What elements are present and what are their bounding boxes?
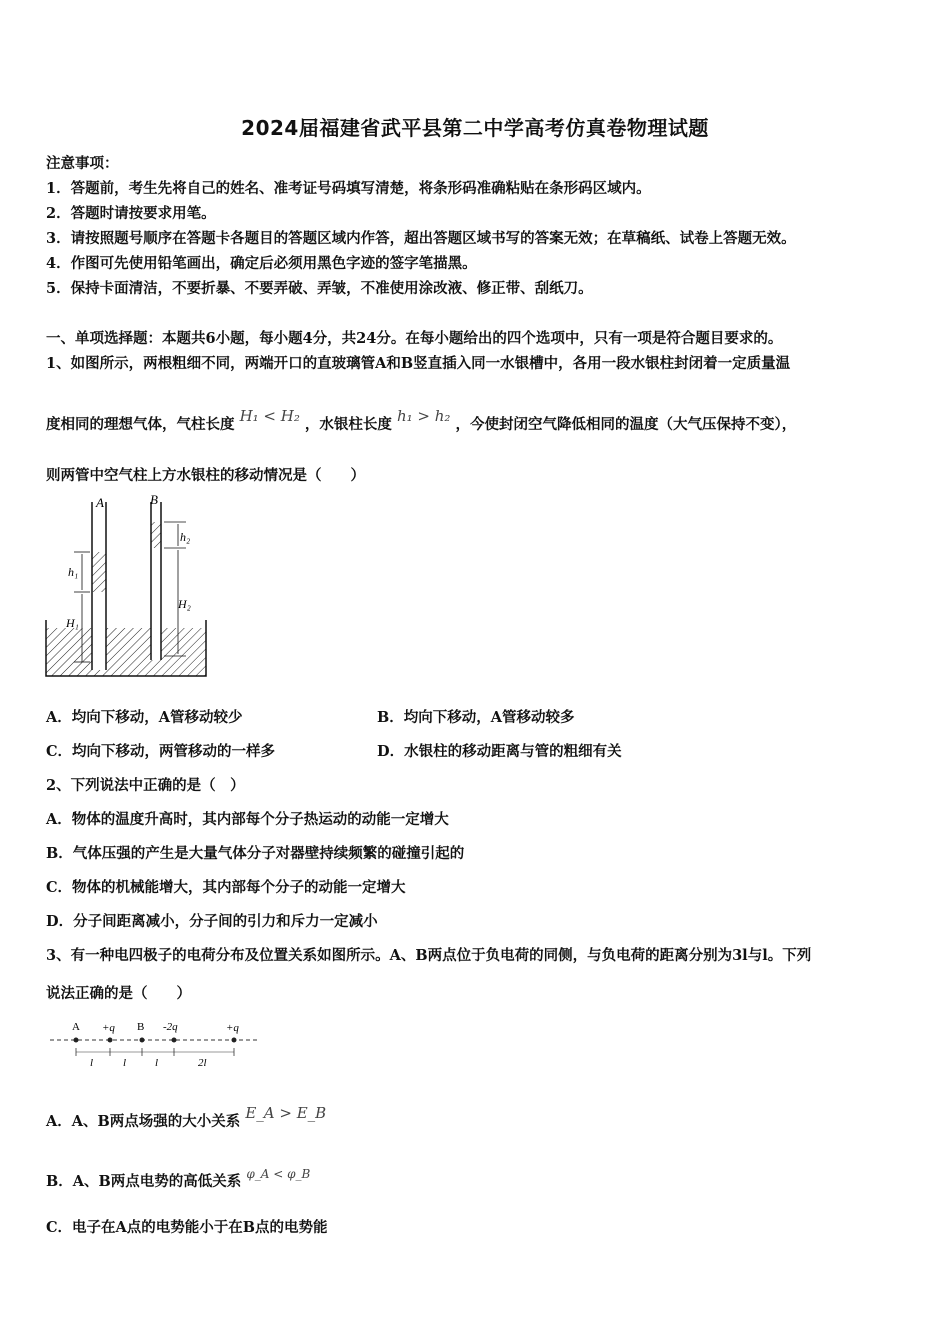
charge-label-minus-2q: -2q — [163, 1021, 178, 1033]
trough-mercury — [46, 628, 206, 676]
notice-item-3: 3．请按照题号顺序在答题卡各题目的答题区域内作答，超出答题区域书写的答案无效；在草稿纸、试卷上答题无效。 — [46, 230, 796, 247]
q1-option-d: D．水银柱的移动距离与管的粗细有关 — [377, 743, 622, 760]
q3-option-b-text: B．A、B两点电势的高低关系 — [46, 1173, 242, 1190]
charge-label-plus-q2: +q — [226, 1022, 239, 1034]
q1-option-c: C．均向下移动，两管移动的一样多 — [46, 743, 276, 760]
spacing-label-2: l — [123, 1057, 127, 1069]
q1-stem-line3: 则两管中空气柱上方水银柱的移动情况是（ ） — [46, 467, 365, 484]
q3-stem-line1: 3、有一种电四极子的电荷分布及位置关系如图所示。A、B两点位于负电荷的同侧，与负电荷的距离分别为3l与l。下列 — [46, 947, 812, 964]
q3-option-a-text: A．A、B两点场强的大小关系 — [46, 1113, 241, 1130]
q2-stem: 2、下列说法中正确的是（ ） — [46, 777, 245, 794]
charge-label-A: A — [72, 1021, 80, 1033]
label-h2: h₂ — [180, 530, 191, 544]
q1-stem-line2 — [46, 407, 797, 434]
q1-option-b: B．均向下移动，A管移动较多 — [377, 709, 575, 726]
notice-heading: 注意事项： — [46, 155, 119, 172]
spacing-label-1: l — [90, 1057, 94, 1069]
q1-stem-line1: 1、如图所示，两根粗细不同，两端开口的直玻璃管A和B竖直插入同一水银槽中，各用一段水银柱封闭着一定质量温 — [46, 355, 791, 372]
notice-item-4: 4．作图可先使用铅笔画出，确定后必须用黑色字迹的签字笔描黑。 — [46, 255, 477, 272]
tube-b-mercury — [151, 522, 161, 548]
q1-text-b: ，水银柱长度 — [304, 416, 392, 433]
section-heading: 一、单项选择题：本题共6小题，每小题4分，共24分。在每小题给出的四个选项中，只有一项是符合题目要求的。 — [46, 330, 783, 347]
q3-option-a — [46, 1104, 327, 1131]
q1-option-a: A．均向下移动，A管移动较少 — [46, 709, 243, 726]
notice-item-1: 1．答题前，考生先将自己的姓名、准考证号码填写清楚，将条形码准确粘贴在条形码区域内。 — [46, 180, 651, 197]
q2-option-d: D．分子间距离减小，分子间的引力和斥力一定减小 — [46, 913, 378, 930]
label-H1: H₁ — [66, 616, 79, 630]
q2-option-c: C．物体的机械能增大，其内部每个分子的动能一定增大 — [46, 879, 406, 896]
label-tube-a: A — [96, 495, 104, 510]
spacing-label-3: l — [155, 1057, 159, 1069]
charge-label-B: B — [137, 1021, 145, 1033]
label-H2: H₂ — [178, 597, 191, 611]
label-tube-b: B — [150, 492, 158, 507]
q1-math-h: h₁ > h₂ — [396, 407, 451, 425]
q3-option-b — [46, 1167, 311, 1191]
q3-option-c: C．电子在A点的电势能小于在B点的电势能 — [46, 1219, 328, 1236]
page-title: 2024届福建省武平县第二中学高考仿真卷物理试题 — [241, 116, 709, 140]
q2-option-a: A．物体的温度升高时，其内部每个分子热运动的动能一定增大 — [46, 811, 449, 828]
charge-label-plus-q1: +q — [102, 1022, 115, 1034]
notice-item-5: 5．保持卡面清洁，不要折暴、不要弄破、弄皱，不准使用涂改液、修正带、刮纸刀。 — [46, 280, 593, 297]
q2-option-b: B．气体压强的产生是大量气体分子对器壁持续频繁的碰撞引起的 — [46, 845, 465, 862]
q3-option-b-math: φ_A < φ_B — [246, 1167, 311, 1181]
notice-item-2: 2．答题时请按要求用笔。 — [46, 205, 216, 222]
q3-stem-line2: 说法正确的是（ ） — [46, 985, 191, 1002]
q1-figure-tubes — [40, 492, 220, 687]
tube-a-mercury — [92, 552, 106, 592]
q3-figure-charges — [48, 1018, 263, 1070]
q1-math-H: H₁ < H₂ — [239, 407, 300, 425]
q3-option-a-math: E_A > E_B — [245, 1104, 327, 1122]
q1-text-c: ，今使封闭空气降低相同的温度（大气压保持不变）， — [455, 416, 797, 433]
label-h1: h₁ — [68, 565, 79, 579]
q1-text-a: 度相同的理想气体，气柱长度 — [46, 416, 235, 433]
spacing-label-4: 2l — [198, 1057, 207, 1069]
